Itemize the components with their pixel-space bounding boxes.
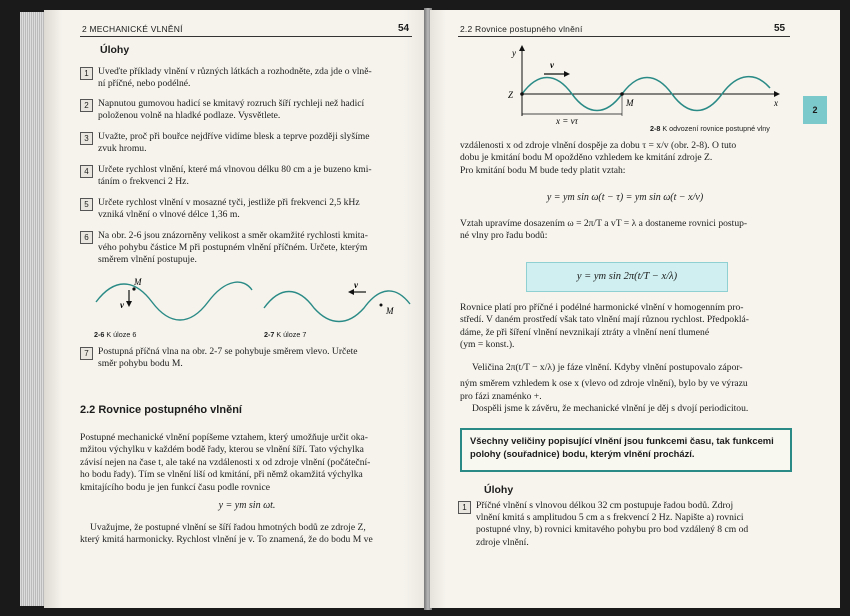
task-line: Uvažte, proč při bouřce nejdříve vidíme blesk a teprve později slyšíme xyxy=(98,131,370,142)
point-m xyxy=(380,304,383,307)
paragraph xyxy=(80,432,414,494)
figure-caption xyxy=(650,124,770,133)
page-number: 54 xyxy=(398,23,410,34)
text-line: Dospěli jsme k závěru, že mechanické vlnění je děj s dvojí periodicitou. xyxy=(472,403,749,415)
task-line: Postupná příčná vlna na obr. 2-7 se pohybuje směrem vlevo. Určete xyxy=(98,346,358,357)
text-line: mžitou výchylku v každém bodě řady, kterou se vlnění šíří. Tato výchylka xyxy=(80,444,364,456)
text-line: kmitajícího bodu je jen funkcí času podle rovnice xyxy=(80,481,270,493)
text-line: středí. V daném prostředí však tato vlnění mají různou rychlost. Předpoklá- xyxy=(460,314,749,326)
caption-text: K úloze 7 xyxy=(276,330,307,339)
text-line: Vztah upravíme dosazením ω = 2π/T a vT = λ a dostaneme rovnici postup- xyxy=(460,218,748,229)
task-number: 1 xyxy=(80,67,93,80)
task-text xyxy=(476,500,792,549)
task-text xyxy=(98,66,414,90)
task-line: směrem vlnění postupuje. xyxy=(98,254,197,266)
label-m: M xyxy=(386,306,394,316)
tasks-heading: Úlohy xyxy=(484,484,514,496)
book-page-edges xyxy=(20,12,44,606)
task-number: 4 xyxy=(80,165,93,178)
header-rule xyxy=(80,36,412,37)
text-line: ho bodu řady). Tím se vlnění liší od kmitání, při němž okamžitá výchylka xyxy=(80,469,363,481)
task-line: táním o frekvenci 2 Hz. xyxy=(98,176,189,188)
paragraph xyxy=(460,218,790,243)
figure-2-8-wave xyxy=(504,42,794,124)
task-text xyxy=(98,230,414,267)
paragraph xyxy=(460,302,790,352)
caption-number: 2-6 xyxy=(94,330,105,339)
text-line: Postupné mechanické vlnění popíšeme vztahem, který umožňuje určit oka- xyxy=(80,432,368,443)
label-distance: x = vτ xyxy=(556,116,578,124)
label-v: v xyxy=(120,300,124,310)
paragraph xyxy=(80,522,414,547)
label-x: x xyxy=(774,98,778,108)
task-line: ní příčné, nebo podélné. xyxy=(98,78,191,90)
text-line: dobu je kmitání bodu M opožděno vzhledem ke kmitání zdroje Z. xyxy=(460,152,713,164)
arrowhead-icon xyxy=(126,301,132,307)
task-line: Uveďte příklady vlnění v různých látkách a rozhodněte, zda jde o vlně- xyxy=(98,66,372,77)
task-line: vého pohybu částice M při postupném vlnění příčném. Určete, kterým xyxy=(98,242,368,254)
figure-2-6-wave xyxy=(94,276,254,326)
text-line: vzdálenosti x od zdroje vlnění dospěje za dobu τ = x/v (obr. 2-8). O tuto xyxy=(460,140,737,151)
task-line: vzniká vlnění o vlnové délce 1,36 m. xyxy=(98,209,240,221)
running-header: 2 MECHANICKÉ VLNĚNÍ xyxy=(82,24,183,34)
key-equation-box: y = ym sin 2π(t/T − x/λ) xyxy=(526,262,728,292)
label-v: v xyxy=(354,280,358,290)
task-text xyxy=(98,131,414,155)
tasks-heading: Úlohy xyxy=(100,44,130,56)
paragraph xyxy=(460,140,790,177)
equation: y = ym sin ωt. xyxy=(218,500,276,511)
text-line: Rovnice platí pro příčné i podélné harmonické vlnění v homogenním pro- xyxy=(460,302,744,313)
text-line: pro fázi znaménko +. xyxy=(460,390,542,402)
text-line: né vlny pro řadu bodů: xyxy=(460,230,548,242)
highlight-box: Všechny veličiny popisující vlnění jsou funkcemi času, tak funkcemi polohy (souřadnice) bodu, kterým vlnění prochází. xyxy=(460,428,792,472)
running-header: 2.2 Rovnice postupného vlnění xyxy=(460,24,583,34)
equation: y = ym sin ω(t − τ) = ym sin ω(t − x/v) xyxy=(546,192,704,203)
task-line: zvuk hromu. xyxy=(98,143,147,155)
text-line: dáme, že při šíření vlnění nevznikají ztráty a vlnění není tlumené xyxy=(460,326,710,338)
figure-caption xyxy=(264,330,306,339)
caption-number: 2-8 xyxy=(650,124,661,133)
section-heading: 2.2 Rovnice postupného vlnění xyxy=(80,404,242,416)
point-m xyxy=(132,287,135,290)
chapter-tab: 2 xyxy=(803,96,827,124)
task-line: Příčné vlnění s vlnovou délkou 32 cm postupuje řadou bodů. Zdroj xyxy=(476,500,734,511)
text-line: Pro kmitání bodu M bude tedy platit vztah: xyxy=(460,164,626,176)
task-line: Na obr. 2-6 jsou znázorněny velikost a směr okamžité rychlosti kmita- xyxy=(98,230,368,241)
label-m: M xyxy=(626,98,634,108)
task-line: Napnutou gumovou hadicí se kmitavý rozruch šíří rychleji než hadicí xyxy=(98,98,365,109)
task-text xyxy=(98,98,414,122)
task-text xyxy=(98,346,414,370)
left-page xyxy=(44,10,426,608)
text-line: Veličina 2π(t/T − x/λ) je fáze vlnění. Kdyby vlnění postupovalo zápor- xyxy=(472,362,743,373)
caption-text: K odvození rovnice postupné vlny xyxy=(662,124,770,133)
label-m: M xyxy=(134,277,142,287)
caption-text: K úloze 6 xyxy=(106,330,137,339)
header-rule xyxy=(458,36,790,37)
task-number: 3 xyxy=(80,132,93,145)
text-line: (ym = konst.). xyxy=(460,339,515,351)
task-text xyxy=(98,197,414,221)
text-line: závisí nejen na čase t, ale také na vzdálenosti x od zdroje vlnění (počáteční- xyxy=(80,456,371,468)
task-line: zdroje vlnění. xyxy=(476,536,529,548)
label-v: v xyxy=(550,60,554,70)
text-line: který kmitá harmonicky. Rychlost vlnění je v. To znamená, že do bodu M ve xyxy=(80,534,373,546)
figure-caption xyxy=(94,330,136,339)
task-line: vlnění kmitá s amplitudou 5 cm a s frekvencí 2 Hz. Napište a) rovnici xyxy=(476,512,744,524)
page-number: 55 xyxy=(774,23,786,34)
paragraph xyxy=(460,362,790,416)
task-number: 2 xyxy=(80,99,93,112)
task-line: Určete rychlost vlnění, které má vlnovou délku 80 cm a je buzeno kmi- xyxy=(98,164,372,175)
task-number: 7 xyxy=(80,347,93,360)
task-line: postupné vlny, b) rovnici kmitavého pohybu pro bod vzdálený 8 cm od xyxy=(476,524,749,536)
task-number: 1 xyxy=(458,501,471,514)
task-number: 6 xyxy=(80,231,93,244)
label-z: Z xyxy=(508,90,514,100)
task-line: směr pohybu bodu M. xyxy=(98,358,183,370)
task-text xyxy=(98,164,414,188)
label-y: y xyxy=(512,48,516,58)
figure-2-7-wave xyxy=(262,280,412,326)
task-number: 5 xyxy=(80,198,93,211)
task-line: položenou volně na hladké podlaze. Vysvětlete. xyxy=(98,110,281,122)
task-line: Určete rychlost vlnění v mosazné tyči, jestliže při frekvenci 2,5 kHz xyxy=(98,197,360,208)
arrow-right-icon xyxy=(564,71,570,77)
arrow-up-icon xyxy=(519,45,525,51)
caption-number: 2-7 xyxy=(264,330,275,339)
arrow-right-icon xyxy=(774,91,780,97)
text-line: Uvažujme, že postupné vlnění se šíří řadou hmotných bodů ze zdroje Z, xyxy=(90,522,366,533)
right-page xyxy=(430,10,840,608)
text-line: ným směrem vzhledem k ose x (vlevo od zdroje vlnění), bylo by ve výrazu xyxy=(460,378,748,390)
source-point xyxy=(520,92,524,96)
